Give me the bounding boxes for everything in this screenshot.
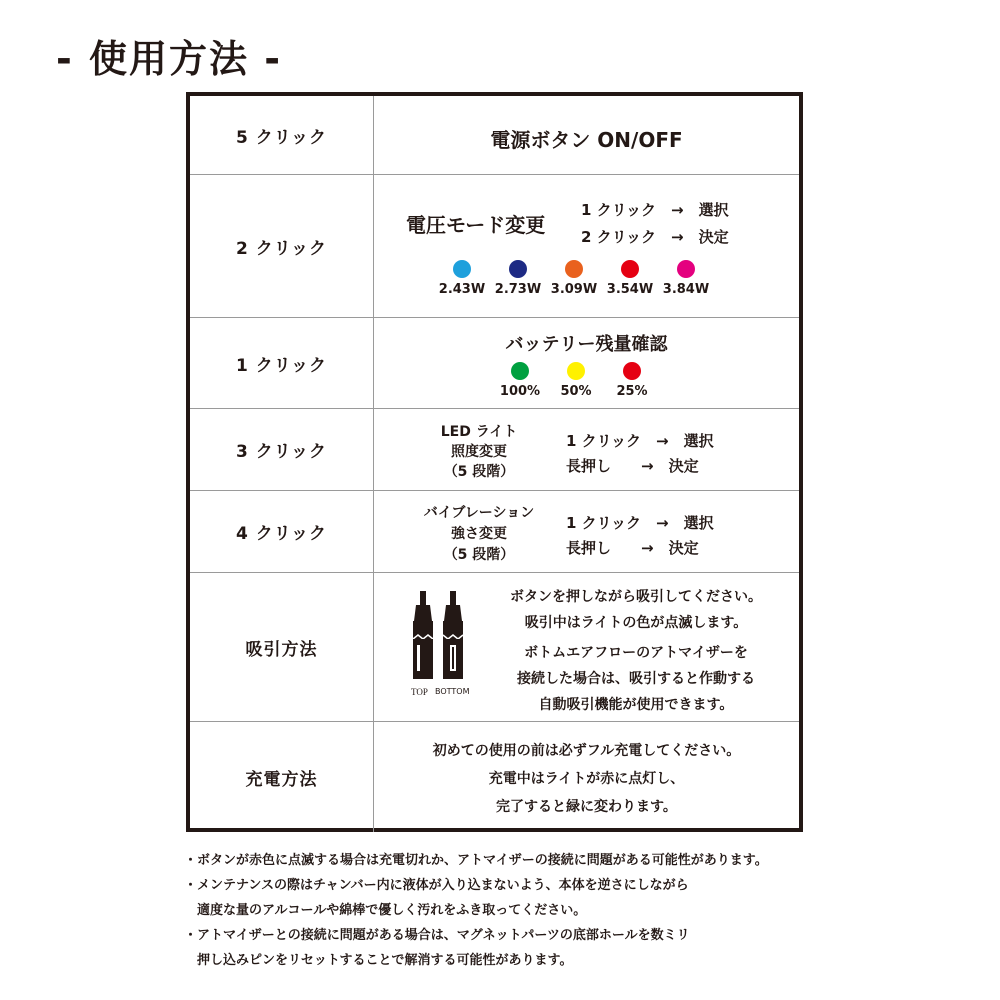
battery-heading: バッテリー残量確認 [505, 334, 668, 355]
table-row-led [190, 409, 799, 491]
indicator-dot [453, 260, 471, 278]
row-label: 1 クリック [190, 318, 374, 408]
voltage-op-confirm: 2 クリック → 決定 [581, 228, 729, 246]
row-label: 3 クリック [190, 409, 374, 490]
indicator-dot [509, 260, 527, 278]
vibration-op-confirm: 長押し → 決定 [566, 539, 699, 557]
notes-list [184, 848, 768, 973]
indicator-label: 25% [616, 384, 648, 399]
table-row-charging [190, 722, 799, 832]
bottom-label: BOTTOM [435, 687, 470, 696]
table-row-inhale [190, 573, 799, 722]
indicator-label: 100% [499, 384, 541, 399]
table-row-voltage [190, 175, 799, 318]
row-label: 5 クリック [190, 96, 374, 174]
indicator-label: 2.43W [438, 282, 486, 297]
inhale-instructions: ボタンを押しながら吸引してください。 吸引中はライトの色が点滅します。 ボトムエアフローのアトマイザーを 接続した場合は、吸引すると作動する 自動吸引機能が使用できます。 [510, 589, 762, 713]
indicator-label: 3.54W [606, 282, 654, 297]
row-label: 充電方法 [190, 722, 374, 832]
voltage-op-select: 1 クリック → 選択 [581, 201, 729, 219]
note-item: ・メンテナンスの際はチャンバー内に液体が入り込まないよう、本体を逆さにしながら [184, 878, 689, 893]
indicator-label: 50% [560, 384, 592, 399]
note-item: 押し込みピンをリセットすることで解消する可能性があります。 [184, 953, 573, 968]
vibration-op-select: 1 クリック → 選択 [566, 514, 714, 532]
power-text: 電源ボタン ON/OFF [490, 128, 683, 152]
row-label: 2 クリック [190, 175, 374, 317]
note-item: ・アトマイザーとの接続に問題がある場合は、マグネットパーツの底部ホールを数ミリ [184, 928, 690, 943]
atomizer-bottom-icon [443, 591, 463, 679]
indicator-dot [623, 362, 641, 380]
indicator-dot [567, 362, 585, 380]
voltage-heading: 電圧モード変更 [406, 213, 546, 237]
table-row-power [190, 96, 799, 175]
led-op-confirm: 長押し → 決定 [566, 457, 699, 475]
note-item: ・ボタンが赤色に点滅する場合は充電切れか、アトマイザーの接続に問題がある可能性があります。 [184, 853, 768, 868]
atomizer-illustration [408, 591, 468, 683]
indicator-label: 3.09W [550, 282, 598, 297]
table-row-vibration [190, 491, 799, 573]
indicator-label: 3.84W [662, 282, 710, 297]
page-title: - 使用方法 - [56, 37, 283, 81]
charging-instructions: 初めての使用の前は必ずフル充電してください。 充電中はライトが赤に点灯し、 完了すると緑に変わります。 [432, 743, 741, 815]
indicator-dot [565, 260, 583, 278]
indicator-dot [677, 260, 695, 278]
usage-table [186, 92, 803, 832]
row-label: 4 クリック [190, 491, 374, 572]
indicator-dot [511, 362, 529, 380]
table-row-battery [190, 318, 799, 409]
note-item: 適度な量のアルコールや綿棒で優しく汚れをふき取ってください。 [184, 903, 587, 918]
led-op-select: 1 クリック → 選択 [566, 432, 714, 450]
vibration-heading: バイブレーション 強さ変更 （5 段階） [423, 505, 535, 563]
row-label: 吸引方法 [190, 573, 374, 721]
indicator-label: 2.73W [494, 282, 542, 297]
top-label: TOP [411, 687, 428, 697]
led-heading: LED ライト 照度変更 （5 段階） [440, 424, 518, 480]
atomizer-top-icon [413, 591, 433, 679]
indicator-dot [621, 260, 639, 278]
